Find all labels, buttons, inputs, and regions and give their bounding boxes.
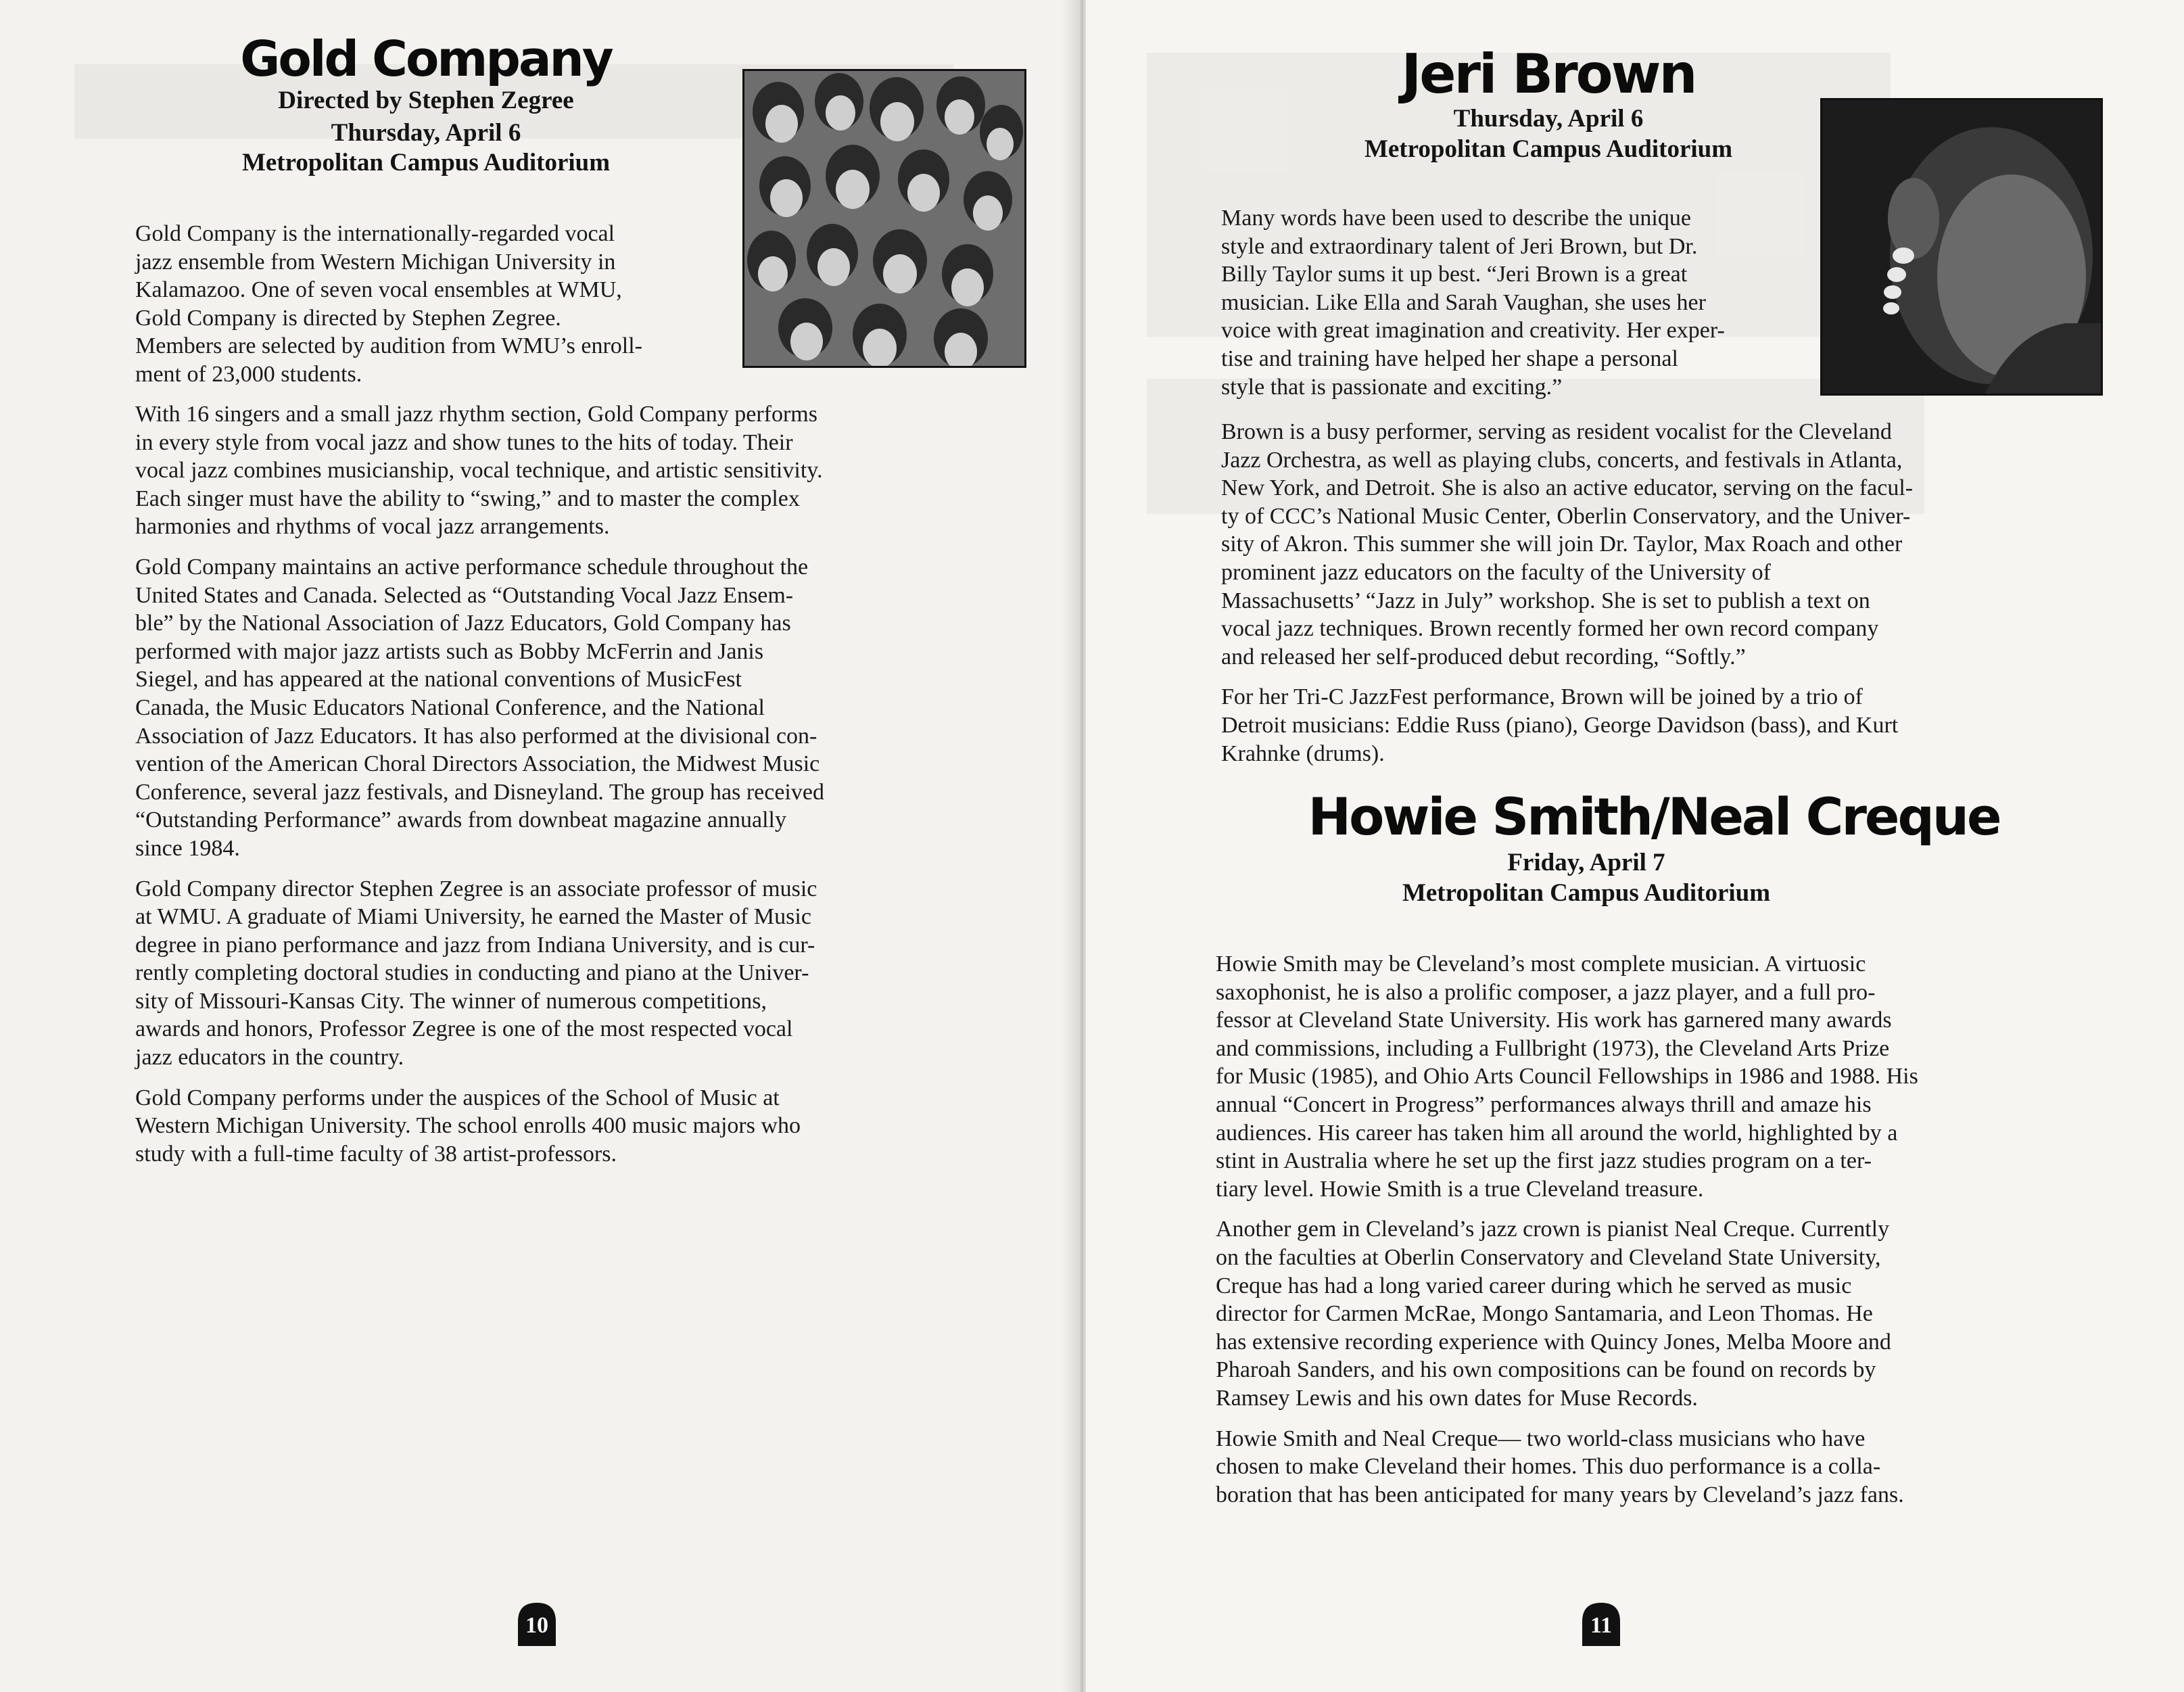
- text-line: for Music (1985), and Ohio Arts Council Fellowships in 1986 and 1988. His: [1216, 1064, 1918, 1089]
- text-line: Canada, the Music Educators National Conference, and the National: [135, 695, 765, 720]
- paragraph: [135, 875, 947, 1072]
- text-line: Another gem in Cleveland’s jazz crown is pianist Neal Creque. Currently: [1216, 1217, 1890, 1242]
- text-line: vocal jazz combines musicianship, vocal technique, and artistic sensitivity.: [135, 458, 823, 484]
- text-line: jazz ensemble from Western Michigan University in: [135, 249, 616, 275]
- text-line: United States and Canada. Selected as “Outstanding Vocal Jazz Ensem-: [135, 582, 794, 608]
- text-line: Ramsey Lewis and his own dates for Muse Records.: [1216, 1385, 1698, 1411]
- text-line: has extensive recording experience with Quincy Jones, Melba Moore and: [1216, 1329, 1891, 1355]
- text-line: boration that has been anticipated for many years by Cleveland’s jazz fans.: [1216, 1482, 1904, 1507]
- text-line: Gold Company director Stephen Zegree is an associate professor of music: [135, 876, 817, 901]
- paragraph: [135, 1084, 947, 1169]
- paragraph: [135, 553, 947, 863]
- text-line: style and extraordinary talent of Jeri Brown, but Dr.: [1221, 233, 1698, 259]
- text-line: chosen to make Cleveland their homes. This duo performance is a colla-: [1216, 1454, 1881, 1480]
- text-line: jazz educators in the country.: [135, 1045, 404, 1071]
- text-line: New York, and Detroit. She is also an active educator, serving on the facul-: [1221, 475, 1914, 501]
- text-line: Conference, several jazz festivals, and Disneyland. The group has received: [135, 779, 824, 805]
- gold-company-group-photo: [742, 69, 1026, 368]
- page-number: 10: [525, 1613, 548, 1638]
- text-line: saxophonist, he is also a prolific composer, a jazz player, and a full pro-: [1216, 979, 1876, 1005]
- text-line: in every style from vocal jazz and show tunes to the hits of today. Their: [135, 429, 793, 455]
- text-line: Western Michigan University. The school enrolls 400 music majors who: [135, 1113, 801, 1139]
- text-line: With 16 singers and a small jazz rhythm section, Gold Company performs: [135, 402, 817, 427]
- text-line: sity of Missouri-Kansas City. The winner of numerous competitions,: [135, 988, 767, 1014]
- jeri-brown-quote-paragraph: [1221, 204, 1816, 401]
- text-line: harmonies and rhythms of vocal jazz arrangements.: [135, 514, 610, 540]
- text-line: on the faculties at Oberlin Conservatory and Cleveland State University,: [1216, 1244, 1881, 1270]
- text-line: Gold Company maintains an active performance schedule throughout the: [135, 554, 809, 580]
- text-line: vocal jazz techniques. Brown recently formed her own record company: [1221, 616, 1879, 642]
- heading-howie-smith-neal-creque: Howie Smith/Neal Creque: [1308, 786, 2000, 847]
- subline-date: Thursday, April 6: [331, 119, 521, 147]
- text-line: since 1984.: [135, 835, 240, 861]
- page-number: 11: [1590, 1613, 1613, 1638]
- text-line: Jazz Orchestra, as well as playing clubs, concerts, and festivals in Atlanta,: [1221, 447, 1903, 473]
- text-line: study with a full-time faculty of 38 artist-professors.: [135, 1141, 617, 1167]
- page-number-badge: [515, 1601, 559, 1646]
- text-line: Siegel, and has appeared at the national conventions of MusicFest: [135, 667, 742, 692]
- text-line: Howie Smith and Neal Creque— two world-class musicians who have: [1216, 1426, 1866, 1451]
- text-line: Gold Company is the internationally-regarded vocal: [135, 221, 615, 246]
- text-line: Kalamazoo. One of seven vocal ensembles at WMU,: [135, 277, 622, 303]
- heading-jeri-brown: Jeri Brown: [1401, 43, 1696, 105]
- text-line: ment of 23,000 students.: [135, 361, 362, 387]
- gold-company-body: [135, 400, 947, 1180]
- text-line: style that is passionate and exciting.”: [1221, 374, 1563, 400]
- text-line: Howie Smith may be Cleveland’s most complete musician. A virtuosic: [1216, 951, 1866, 977]
- text-line: Billy Taylor sums it up best. “Jeri Brown is a great: [1221, 262, 1688, 287]
- howie-smith-neal-creque-body: [1216, 950, 2102, 1521]
- text-line: Detroit musicians: Eddie Russ (piano), George Davidson (bass), and Kurt: [1221, 712, 1899, 738]
- left-page: [0, 0, 1081, 1692]
- paragraph: [1221, 683, 2100, 768]
- paragraph: [1216, 950, 2102, 1203]
- text-line: ty of CCC’s National Music Center, Oberlin Conservatory, and the Univer-: [1221, 503, 1911, 529]
- page-number-badge: [1580, 1601, 1623, 1646]
- text-line: prominent jazz educators on the faculty of the University of: [1221, 559, 1771, 585]
- subline-venue: Metropolitan Campus Auditorium: [241, 149, 611, 177]
- text-line: Gold Company is directed by Stephen Zegree.: [135, 305, 561, 331]
- text-line: tiary level. Howie Smith is a true Cleveland treasure.: [1216, 1176, 1704, 1202]
- heading-gold-company: Gold Company: [240, 30, 612, 87]
- text-line: For her Tri-C JazzFest performance, Brown will be joined by a trio of: [1221, 684, 1863, 710]
- text-line: Massachusetts’ “Jazz in July” workshop. She is set to publish a text on: [1221, 588, 1870, 613]
- text-line: and commissions, including a Fullbright (1973), the Cleveland Arts Prize: [1216, 1035, 1890, 1061]
- text-line: vention of the American Choral Directors Association, the Midwest Music: [135, 751, 820, 777]
- text-line: tise and training have helped her shape a personal: [1221, 346, 1678, 371]
- text-line: rently completing doctoral studies in conducting and piano at the Univer-: [135, 960, 809, 986]
- paragraph: [1216, 1215, 2102, 1412]
- text-line: Members are selected by audition from WMU’s enroll-: [135, 333, 642, 359]
- text-line: Brown is a busy performer, serving as resident vocalist for the Cleveland: [1221, 419, 1892, 444]
- text-line: Association of Jazz Educators. It has also performed at the divisional con-: [135, 723, 817, 749]
- jeri-brown-body: [1221, 418, 2100, 780]
- text-line: awards and honors, Professor Zegree is one of the most respected vocal: [135, 1016, 793, 1042]
- text-line: stint in Australia where he set up the first jazz studies program on a ter-: [1216, 1148, 1872, 1174]
- text-line: performed with major jazz artists such as Bobby McFerrin and Janis: [135, 638, 764, 664]
- text-line: annual “Concert in Progress” performances always thrill and amaze his: [1216, 1091, 1872, 1117]
- gold-company-intro-paragraph: [135, 220, 730, 389]
- text-line: director for Carmen McRae, Mongo Santamaria, and Leon Thomas. He: [1216, 1301, 1873, 1327]
- text-line: degree in piano performance and jazz from Indiana University, and is cur-: [135, 932, 815, 958]
- subline-venue: Metropolitan Campus Auditorium: [1402, 879, 1771, 907]
- text-line: fessor at Cleveland State University. His work has garnered many awards: [1216, 1008, 1892, 1033]
- subline-date: Friday, April 7: [1507, 849, 1665, 876]
- subline-director: Directed by Stephen Zegree: [278, 87, 574, 114]
- subline-venue: Metropolitan Campus Auditorium: [1364, 135, 1733, 163]
- text-line: Krahnke (drums).: [1221, 741, 1385, 766]
- text-line: “Outstanding Performance” awards from downbeat magazine annually: [135, 807, 786, 833]
- text-line: and released her self-produced debut recording, “Softly.”: [1221, 644, 1746, 669]
- text-line: Each singer must have the ability to “swing,” and to master the complex: [135, 486, 800, 511]
- paragraph: [1221, 418, 2100, 671]
- text-line: musician. Like Ella and Sarah Vaughan, she uses her: [1221, 289, 1706, 315]
- text-line: at WMU. A graduate of Miami University, he earned the Master of Music: [135, 904, 811, 930]
- text-line: ble” by the National Association of Jazz Educators, Gold Company has: [135, 611, 791, 636]
- text-line: audiences. His career has taken him all around the world, highlighted by a: [1216, 1120, 1898, 1146]
- text-line: Pharoah Sanders, and his own compositions can be found on records by: [1216, 1357, 1876, 1383]
- text-line: Many words have been used to describe the unique: [1221, 206, 1691, 231]
- text-line: Gold Company performs under the auspices of the School of Music at: [135, 1085, 780, 1110]
- jeri-brown-portrait-photo: [1820, 98, 2103, 396]
- right-page: [1086, 0, 2184, 1692]
- text-line: sity of Akron. This summer she will join Dr. Taylor, Max Roach and other: [1221, 532, 1903, 557]
- subline-date: Thursday, April 6: [1453, 105, 1644, 133]
- paragraph: [1216, 1425, 2102, 1509]
- text-line: Creque has had a long varied career during which he served as music: [1216, 1273, 1852, 1298]
- paragraph: [135, 400, 947, 541]
- text-line: voice with great imagination and creativity. Her exper-: [1221, 318, 1725, 344]
